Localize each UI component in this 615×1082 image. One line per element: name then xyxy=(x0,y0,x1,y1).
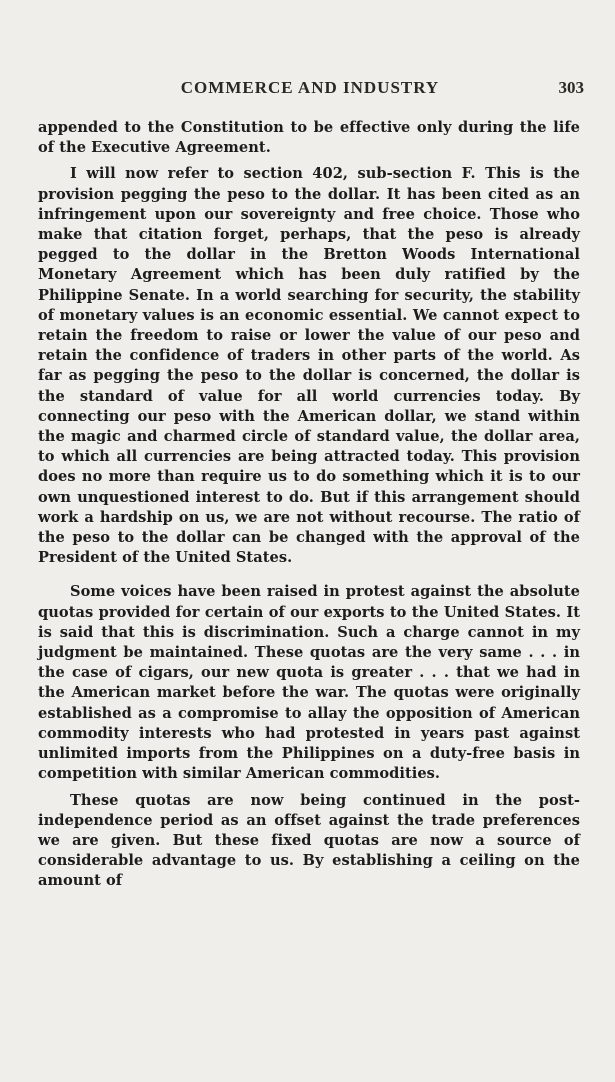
page-number: 303 xyxy=(558,78,584,97)
paragraph-continued: appended to the Constitution to be effective only during the life of the Executive Agreement. xyxy=(38,119,580,157)
body-text xyxy=(38,118,580,898)
chapter-title: COMMERCE AND INDUSTRY xyxy=(180,78,440,97)
paragraph-quotas: Some voices have been raised in protest against the absolute quotas provided for certain of our exports to the United States. It is said that this is discrimination. Such a charge cannot in my judgment be maintained. These quotas are the very same . . . in the case of cigars, our new quota is greater . . . that we had in the American market before the war. The quotas were originally established as a compromise to allay the opposition of American commodity interests who had protested in years past against unlimited imports from the Philippines on a duty-free basis in competition with similar American commodities. xyxy=(38,583,580,783)
paragraph-post-independence: These quotas are now being continued in the post-independence period as an offset against the trade preferences we are given. But these fixed quotas are now a source of considerable advantage to us. By establishing a ceiling on the amount of xyxy=(38,791,580,890)
running-head xyxy=(36,78,584,104)
paragraph-section-402: I will now refer to section 402, sub-section F. This is the provision pegging the peso to the dollar. It has been cited as an infringement upon our sovereignty and free choice. Those who make that citation forget, perhaps, that the peso is already pegged to the dollar in the Bretton Woods International Monetary Agreement which has been duly ratified by the Philippine Senate. In a world searching for security, the stability of monetary values is an economic essential. We cannot expect to retain the freedom to raise or lower the value of our peso and retain the confidence of traders in other parts of the world. As far as pegging the peso to the dollar is concerned, the dollar is the standard of value for all world currencies today. By connecting our peso with the American dollar, we stand within the magic and charmed circle of standard value, the dollar area, to which all currencies are being attracted today. This provision does no more than require us to do something which it is to our own unquestioned interest to do. But if this arrangement should work a hardship on us, we are not without recourse. The ratio of the peso to the dollar can be changed with the approval of the President of the United States. xyxy=(38,165,580,567)
